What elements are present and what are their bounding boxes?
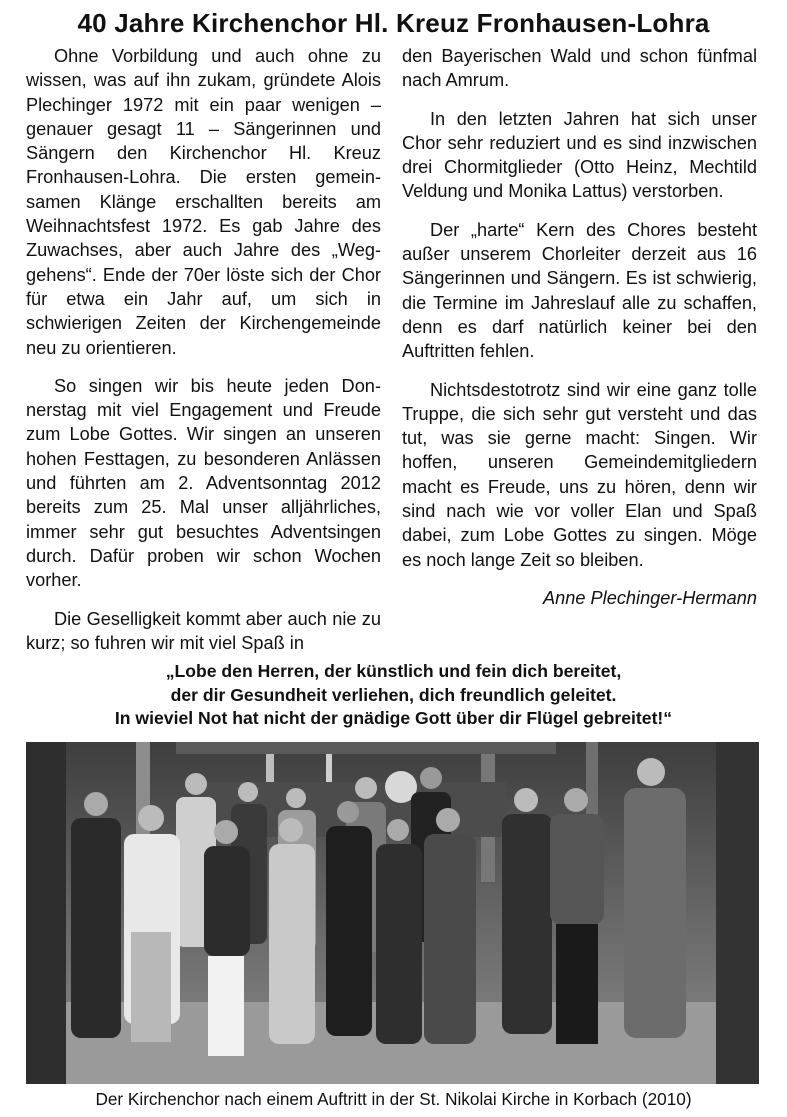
quote-line: In wieviel Not hat nicht der gnädige Gott über dir Flügel gebreitet!“ [114,708,673,728]
quote-line: der dir Gesundheit verliehen, dich freundlich geleitet. [170,684,617,705]
choir-photo-illustration [26,742,759,1084]
choir-photo [26,742,759,1084]
quote-line: „Lobe den Herren, der künstlich und fein dich bereitet, [165,661,622,681]
paragraph: In den letzten Jahren hat sich unser Chor sehr reduziert und es sind inzwischen drei Chormitglieder (Otto Heinz, Mechtild Veldung und Monika Lattus) verstorben. [402,108,757,202]
right-column [402,44,757,624]
author-signature: Anne Plechinger-Hermann [543,587,757,608]
paragraph: Ohne Vorbildung und auch ohne zu wissen, was auf ihn zukam, gründete Alois Plechinger 1972 mit ein paar wenigen – genauer gesagt 11 – Sängerinnen und Sängern den Kirchenchor Hl. Kreuz Fronhausen-Lohra. Die ersten gemeinsamen Klänge erschallten bereits am Weihnachtsfest 1972. Es gab Jahre des Zuwachses, aber auch Jahre des „Weggehens“. Ende der 70er löste sich der Chor für etwa ein Jahr auf, um sich in schwierigen Zeiten der Kirchengemeinde neu zu orientieren. [26,46,381,358]
left-column [26,44,381,669]
article-title: 40 Jahre Kirchenchor Hl. Kreuz Fronhausen-Lohra [77,8,710,38]
photo-caption: Der Kirchenchor nach einem Auftritt in der St. Nikolai Kirche in Korbach (2010) [95,1089,692,1109]
paragraph: So singen wir bis heute jeden Donnerstag mit viel Engagement und Freude zum Lobe Gottes. Wir singen an unseren hohen Festtagen, zu besonderen Anlässen und führten am 2. Adventsonntag 2012 bereits zum 25. Mal unser alljährliches, immer sehr gut besuchtes Adventsingen durch. Dafür proben wir schon Wochen vorher. [26,375,381,591]
paragraph: Die Geselligkeit kommt aber auch nie zu kurz; so fuhren wir mit viel Spaß in [26,608,381,653]
paragraph: Nichtsdestotrotz sind wir eine ganz tolle Truppe, die sich sehr gut versteht und das tut, was sie gerne macht: Singen. Wir hoffen, unseren Gemeindemitgliedern macht es Freude, uns zu hören, denn wir sind nach wie vor voller Elan und Spaß dabei, zum Lobe Gottes zu singen. Möge es noch lange Zeit so bleiben. [402,379,757,570]
paragraph: Der „harte“ Kern des Chores besteht außer unserem Chorleiter derzeit aus 16 Sängerinnen und Sängern. Es ist schwierig, die Termine im Jahreslauf alle zu schaffen, denn es darf natürlich keiner bei den Auftritten fehlen. [402,219,757,362]
paragraph-continuation: den Bayerischen Wald und schon fünfmal nach Amrum. [402,46,757,91]
hymn-quote [20,660,767,731]
